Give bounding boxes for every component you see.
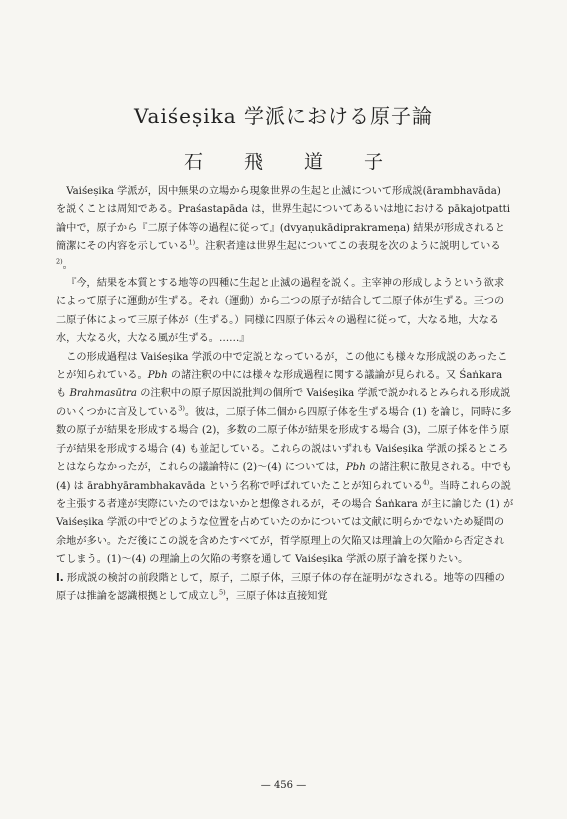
footnote-ref: 1) — [188, 238, 196, 247]
footnote-ref: 5) — [219, 588, 226, 597]
abbrev-pbh: Pbh — [345, 462, 366, 474]
paragraph-formation: この形成過程は Vaiśeṣika 学派の中で定説となっているが，この他にも様々な形成説のあったことが知られている。Pbh の諸注釈の中には様々な形成過程に関する議論が見られる。又 Śaṅkara も Brahmasūtra の注釈中の原子原因説批判の個所で Vaiśeṣika 学派で説かれるとみられる形成説のいくつかに言及している$^{3)}$。彼は，二原子体二個から四原子体を生ずる場合 (1) を論じ，同時に多数の原子が結果を形成する場合 (2)，多数の二原子体が結果を形成する場合 (3)，二原子体を伴う原子が結果を形成する場合 (4) も並記している。これらの説はいずれも Vaiśeṣika 学派の採るところとはならなかったが，これらの議論特に (2)～(4) については，Pbh の諸注釈に散見される。中でも (4) は ārabhyārambhakavāda という名称で呼ばれていたことが知られている$^{4)}$。当時これらの説を主張する者達が実際にいたのではないかと想像されるが，その場合 Śaṅkara が主に論じた (1) が Vaiśeṣika 学派の中でどのような位置を占めていたのかについては文献に明らかでないため疑問の余地が多い。ただ後にこの説を含めたすべてが，哲学原理上の欠陥又は理論上の欠陥から否定されてしまう。(1)～(4) の理論上の欠陥の考察を通して Vaiśeṣika 学派の原子論を探りたい。 — [56, 351, 514, 566]
author-char: 道 — [303, 151, 323, 173]
page-number: — 456 — — [260, 780, 307, 791]
paper-body — [56, 183, 514, 606]
paper-title: Vaiśeṣika 学派における原子論 — [133, 104, 434, 128]
section-1: I. 形成説の検討の前段階として，原子，二原子体，三原子体の存在証明がなされる。地等の四種の原子は推論を認識根拠として成立し$^{5)}$，三原子体は直接知覚 — [56, 572, 505, 602]
footnote-ref: 3) — [178, 404, 185, 413]
author-name — [0, 147, 567, 174]
block-quote: 『今，結果を本質とする地等の四種に生起と止滅の過程を説く。主宰神の形成しようという欲求によって原子に運動が生ずる。それ（運動）から二つの原子が結合して二原子体が生ずる。三つの二原子体によって三原子体が（生ずる。）同様に四原子体云々の過程に従って，大なる地，大なる水，大なる火，大なる風が生ずる。……』 — [56, 278, 505, 345]
title-brahmasutra: Brahmasūtra — [69, 388, 137, 400]
author-char: 飛 — [243, 151, 263, 173]
footnote-ref: 2) — [56, 257, 63, 266]
paragraph-intro: Vaiśeṣika 学派が，因中無果の立場から現象世界の生起と止滅について形成説(ārambhavāda) を説くことは周知である。Praśastapāda は，世界生起についてあるいは地における pākajotpatti 論中で，原子から『二原子体等の過程に従って』(dvyaṇukādiprakrameṇa) 結果が形成されると簡潔にその内容を示している$^{1)}$。注釈者達は世界生起についてこの表現を次のように説明している$^{2)}$。 — [56, 186, 511, 271]
footnote-ref: 4) — [422, 478, 430, 487]
author-char: 石 — [183, 151, 203, 173]
author-char: 子 — [363, 151, 383, 173]
section-number: I. — [56, 572, 64, 584]
abbrev-pbh: Pbh — [147, 370, 168, 382]
